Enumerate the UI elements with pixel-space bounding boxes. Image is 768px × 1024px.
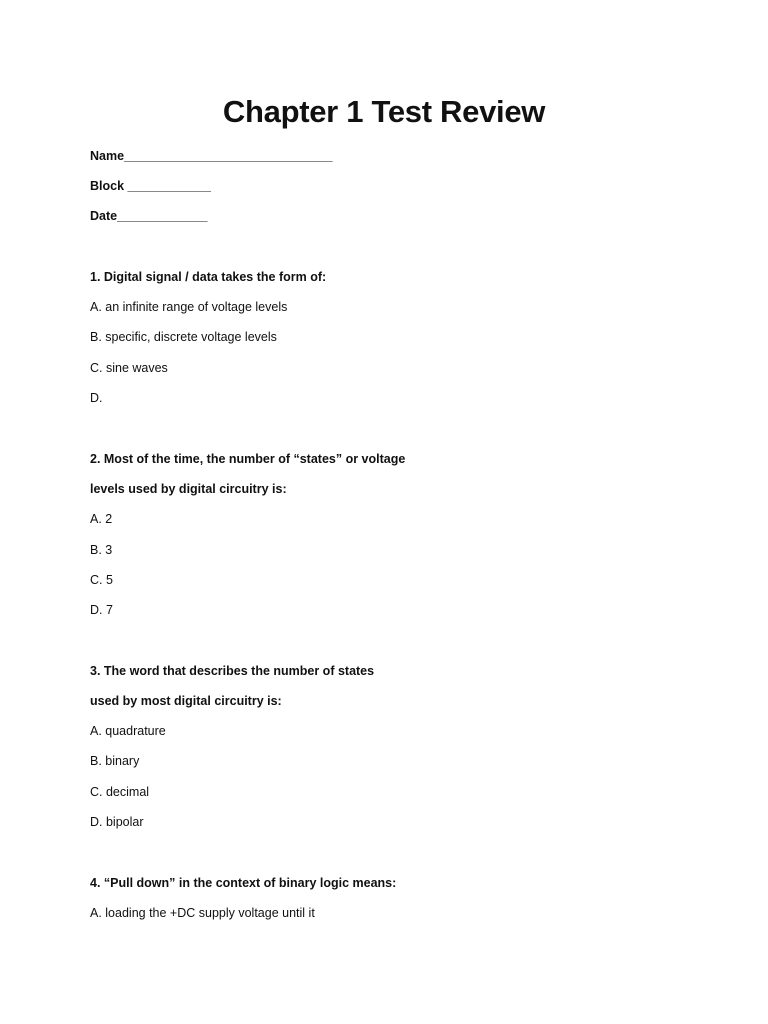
name-field: Name______________________________: [90, 149, 333, 163]
question-1-option-a: A. an infinite range of voltage levels: [90, 300, 288, 314]
question-1-option-c: C. sine waves: [90, 361, 168, 375]
question-3-prompt-line-2: used by most digital circuitry is:: [90, 694, 282, 708]
question-2-prompt-line-1: 2. Most of the time, the number of “states” or voltage: [90, 452, 406, 466]
question-3-option-d: D. bipolar: [90, 815, 144, 829]
question-3-option-a: A. quadrature: [90, 724, 166, 738]
page-title: Chapter 1 Test Review: [222, 94, 546, 129]
question-3-option-c: C. decimal: [90, 785, 150, 799]
question-3-option-b: B. binary: [90, 754, 140, 768]
question-1-option-b: B. specific, discrete voltage levels: [90, 330, 277, 344]
block-field: Block ____________: [90, 179, 211, 193]
question-2-option-c: C. 5: [90, 573, 113, 587]
question-4-option-a: A. loading the +DC supply voltage until it: [90, 906, 315, 920]
question-2-option-b: B. 3: [90, 543, 113, 557]
question-2-prompt-line-2: levels used by digital circuitry is:: [90, 482, 287, 496]
question-2-option-a: A. 2: [90, 512, 113, 526]
question-3-prompt-line-1: 3. The word that describes the number of states: [90, 664, 375, 678]
date-field: Date_____________: [90, 209, 208, 223]
question-1-prompt: 1. Digital signal / data takes the form of:: [90, 270, 327, 284]
question-1-option-d: D.: [90, 391, 103, 405]
question-2-option-d: D. 7: [90, 603, 113, 617]
question-4-prompt: 4. “Pull down” in the context of binary logic means:: [90, 876, 397, 890]
